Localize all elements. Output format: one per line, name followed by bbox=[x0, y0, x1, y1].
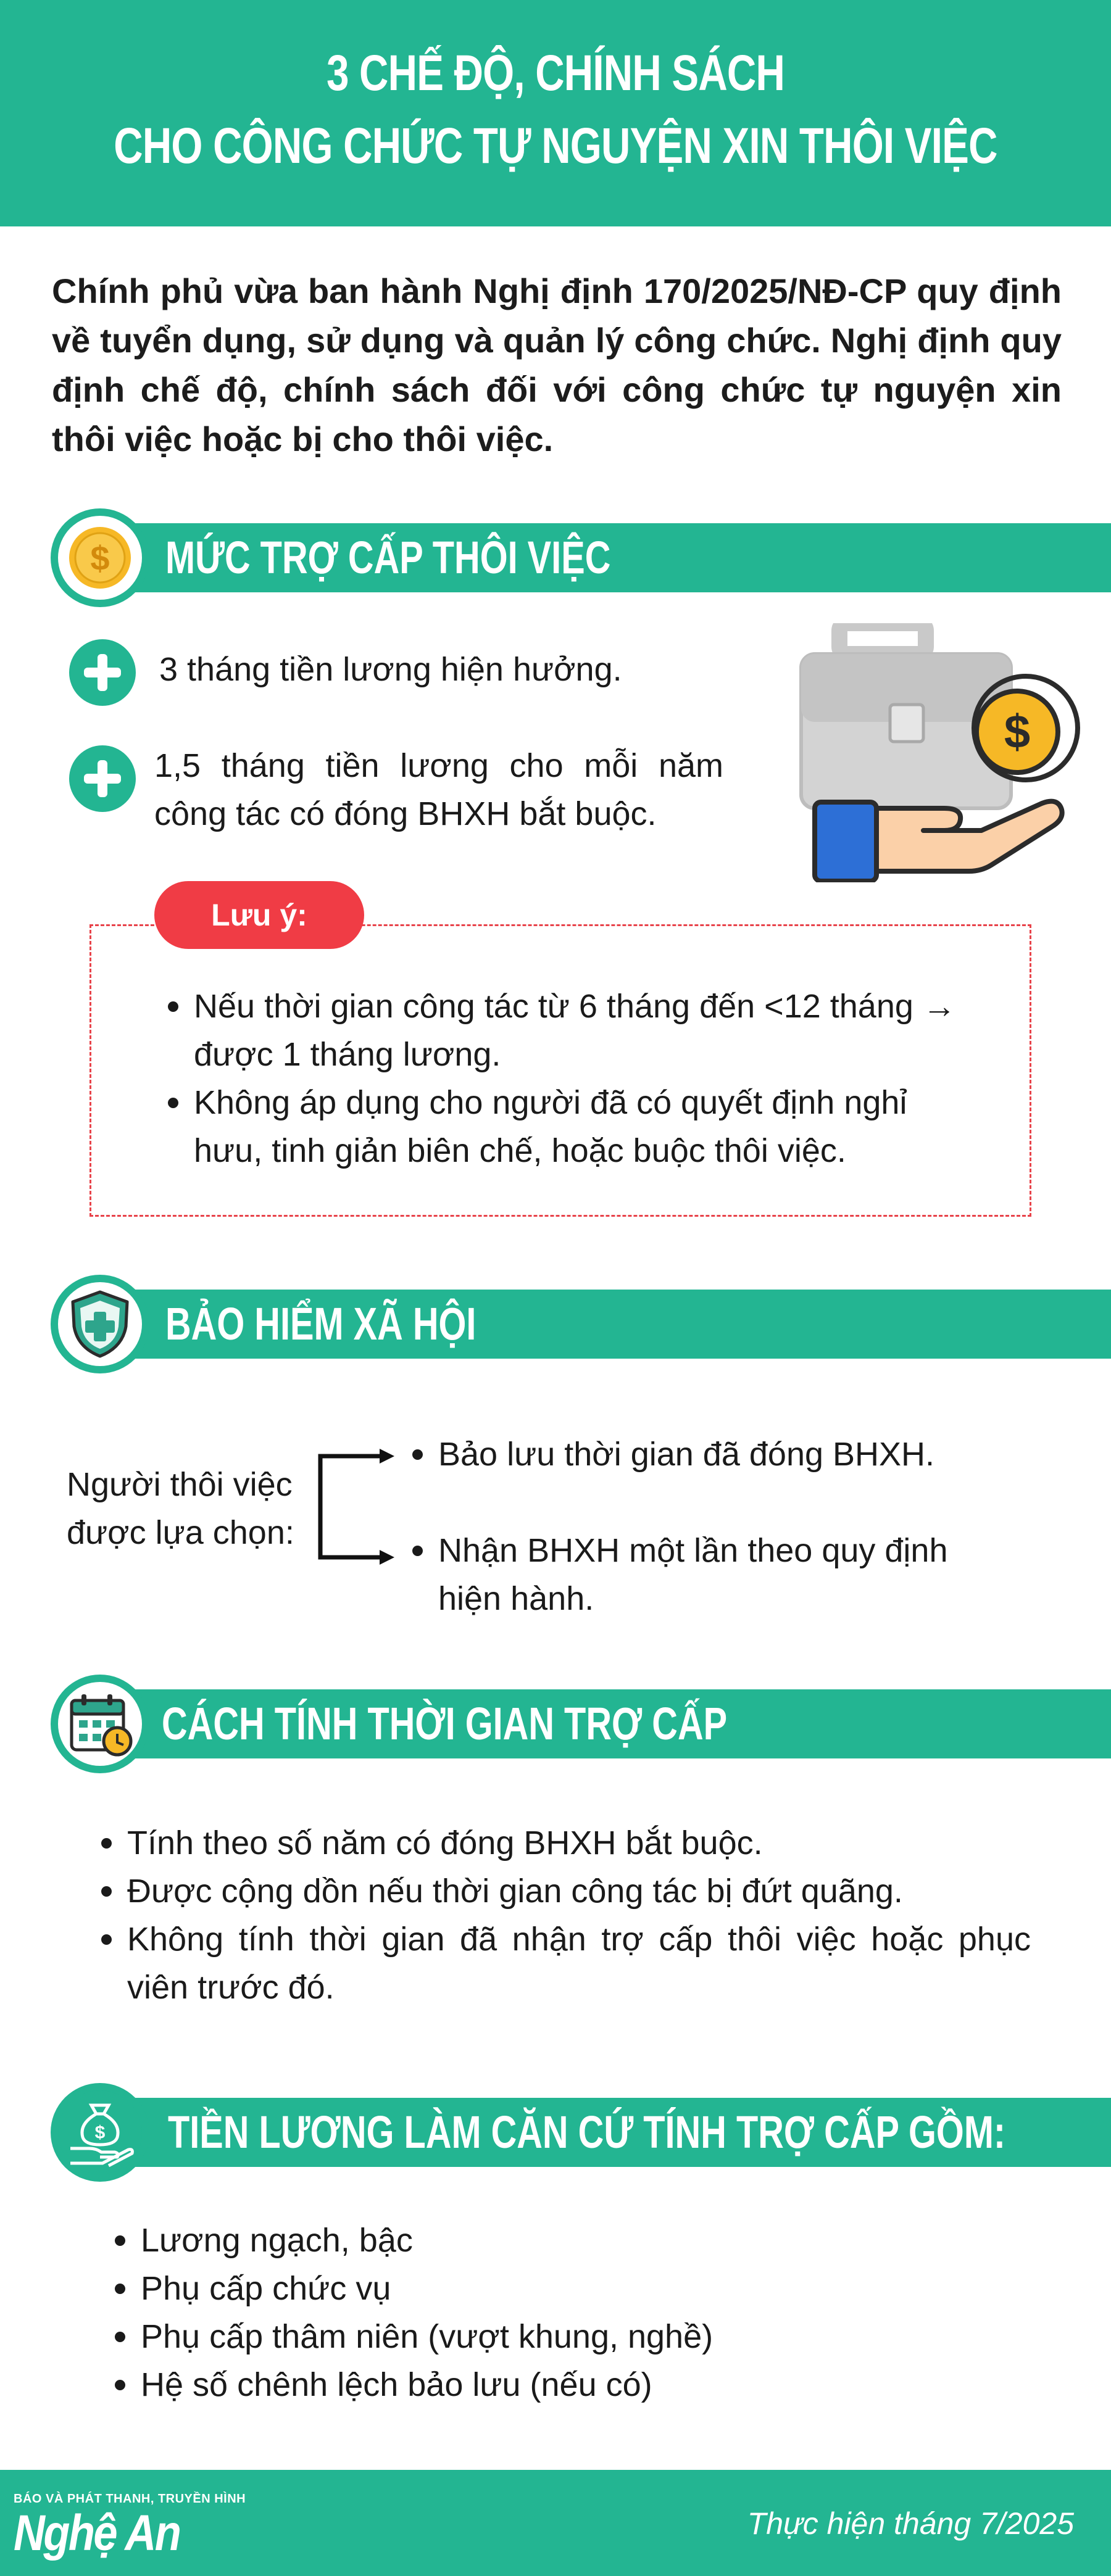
briefcase-money-hand-icon bbox=[796, 623, 1086, 882]
section-badge-salary-basis bbox=[51, 2083, 149, 2182]
section-title-salary-basis: TIỀN LƯƠNG LÀM CĂN CỨ TÍNH TRỢ CẤP GỒM: bbox=[168, 2106, 1006, 2158]
salary-basis-item-1: Lương ngạch, bậc bbox=[112, 2216, 853, 2264]
page-title-line-1: 3 CHẾ ĐỘ, CHÍNH SÁCH bbox=[326, 45, 785, 101]
credit-text: Thực hiện tháng 7/2025 bbox=[747, 2506, 1074, 2541]
calculation-item-1: Tính theo số năm có đóng BHXH bắt buộc. bbox=[99, 1819, 1031, 1867]
section-title-severance: MỨC TRỢ CẤP THÔI VIỆC bbox=[165, 532, 611, 583]
note-label: Lưu ý: bbox=[154, 881, 364, 949]
section-title-calculation: CÁCH TÍNH THỜI GIAN TRỢ CẤP bbox=[162, 1698, 728, 1749]
section-badge-calculation bbox=[51, 1675, 149, 1773]
coin-icon bbox=[64, 522, 136, 594]
note-list bbox=[165, 982, 962, 1175]
calculation-item-3: Không tính thời gian đã nhận trợ cấp thôi việc hoặc phục viên trước đó. bbox=[99, 1915, 1031, 2011]
section-badge-insurance bbox=[51, 1275, 149, 1373]
salary-basis-item-2: Phụ cấp chức vụ bbox=[112, 2264, 853, 2313]
section-title-insurance: BẢO HIỂM XÃ HỘI bbox=[165, 1298, 476, 1349]
insurance-options bbox=[410, 1430, 1002, 1623]
salary-basis-item-4: Hệ số chênh lệch bảo lưu (nếu có) bbox=[112, 2361, 853, 2409]
severance-item-2: 1,5 tháng tiền lương cho mỗi năm công tác có đóng BHXH bắt buộc. bbox=[154, 747, 723, 832]
note-item-1: Nếu thời gian công tác từ 6 tháng đến <12 tháng → được 1 tháng lương. bbox=[165, 982, 962, 1079]
shield-icon bbox=[65, 1288, 135, 1360]
plus-icon bbox=[69, 639, 136, 706]
header-banner bbox=[0, 0, 1111, 226]
salary-basis-list bbox=[112, 2216, 853, 2409]
insurance-option-1: Bảo lưu thời gian đã đóng BHXH. bbox=[410, 1430, 1002, 1478]
insurance-label: Người thôi việc được lựa chọn: bbox=[67, 1466, 294, 1551]
intro-paragraph: Chính phủ vừa ban hành Nghị định 170/2025/NĐ-CP quy định về tuyển dụng, sử dụng và quản lý công chức. Nghị định quy định chế độ, chính sách đối với công chức tự nguyện xin thôi việc hoặc bị cho thôi việc. bbox=[52, 271, 1062, 458]
calculation-list bbox=[99, 1819, 1031, 2011]
salary-basis-item-3: Phụ cấp thâm niên (vượt khung, nghề) bbox=[112, 2313, 853, 2361]
svg-text:$: $ bbox=[90, 539, 110, 578]
severance-item-1: 3 tháng tiền lương hiện hưởng. bbox=[159, 651, 622, 688]
plus-icon bbox=[69, 745, 136, 812]
money-bag-hand-icon bbox=[64, 2097, 136, 2168]
calculation-item-2: Được cộng dồn nếu thời gian công tác bị đứt quãng. bbox=[99, 1867, 1031, 1915]
note-item-2: Không áp dụng cho người đã có quyết định nghỉ hưu, tinh giản biên chế, hoặc buộc thôi việc. bbox=[165, 1079, 962, 1175]
svg-text:$: $ bbox=[1004, 706, 1031, 758]
svg-text:$: $ bbox=[94, 2123, 106, 2143]
footer bbox=[0, 2470, 1111, 2576]
calendar-clock-icon bbox=[65, 1689, 135, 1758]
logo-subtitle: BÁO VÀ PHÁT THANH, TRUYỀN HÌNH bbox=[14, 2492, 246, 2506]
logo-name: Nghệ An bbox=[14, 2505, 180, 2561]
bracket-arrow-icon bbox=[312, 1444, 398, 1567]
page-title-line-2: CHO CÔNG CHỨC TỰ NGUYỆN XIN THÔI VIỆC bbox=[114, 118, 997, 174]
insurance-option-2: Nhận BHXH một lần theo quy định hiện hành. bbox=[410, 1526, 1002, 1623]
section-badge-severance bbox=[51, 508, 149, 607]
